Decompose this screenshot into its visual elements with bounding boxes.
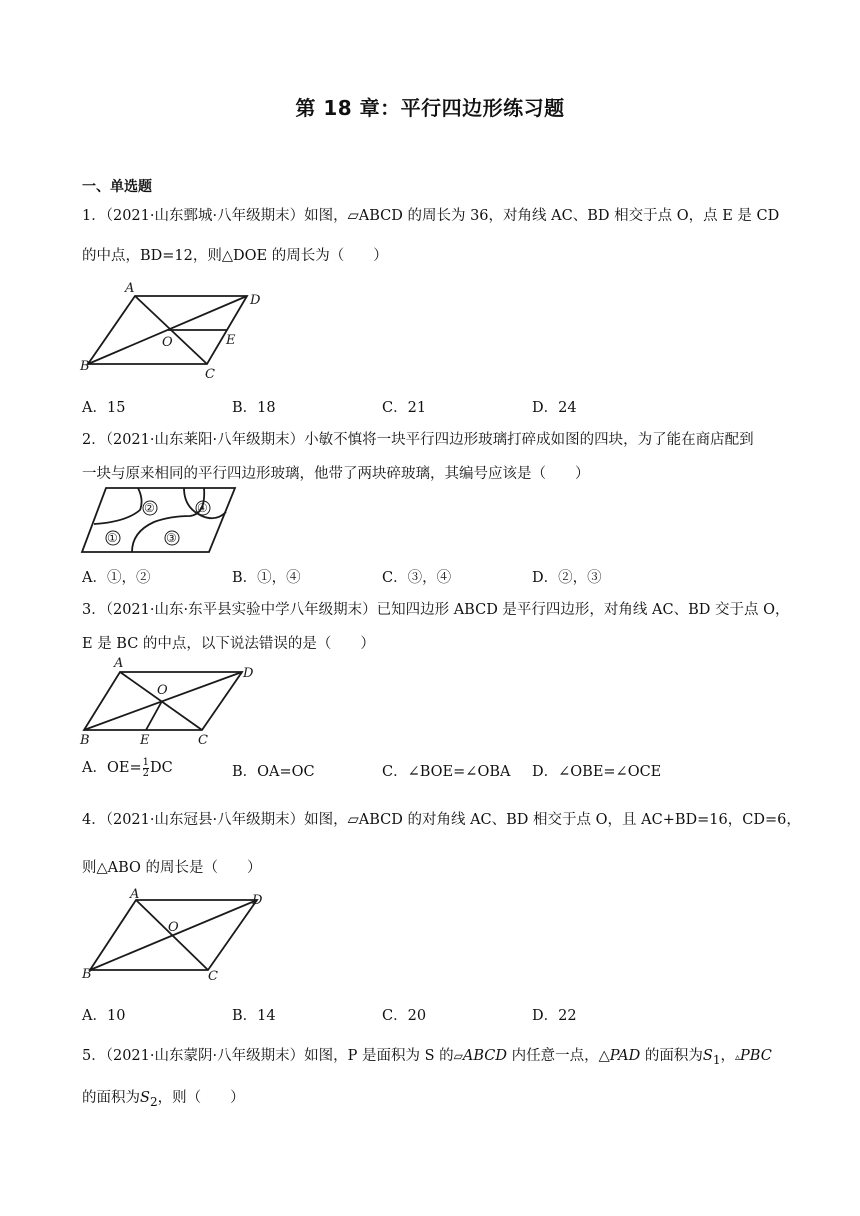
question-1-text-line2: 的中点，BD=12，则△DOE 的周长为（ ） <box>82 248 388 264</box>
option-a[interactable]: A．①，② <box>82 570 151 586</box>
question-2-figure <box>80 486 240 556</box>
question-1-options <box>82 396 782 416</box>
option-b[interactable]: B．14 <box>232 1008 276 1024</box>
question-5-text-line1: 5．（2021·山东蒙阴·八年级期末）如图，P 是面积为 S 的▱ABCD 内任意一点，△PAD 的面积为$S_1$，▵PBC <box>82 1048 772 1067</box>
fraction-one-half: $\frac{1}{2}$ <box>142 756 149 779</box>
option-b[interactable]: B．①，④ <box>232 570 301 586</box>
label-o: O <box>162 335 173 350</box>
label-e: E <box>140 733 150 748</box>
option-d[interactable]: D．∠OBE=∠OCE <box>532 764 662 780</box>
question-1-text-line1: 1．（2021·山东鄄城·八年级期末）如图，▱ABCD 的周长为 36，对角线 AC、BD 相交于点 O，点 E 是 CD <box>82 208 780 224</box>
question-5-text-line2: 的面积为$S_2$，则（ ） <box>82 1090 245 1109</box>
parallelogram-symbol: ▱ <box>453 1049 463 1063</box>
option-c[interactable]: C．21 <box>382 400 427 416</box>
label-d: D <box>243 666 254 681</box>
option-d[interactable]: D．22 <box>532 1008 577 1024</box>
question-1-figure <box>80 280 270 380</box>
segment-oe <box>146 701 162 730</box>
question-4-text-line1: 4．（2021·山东冠县·八年级期末）如图，▱ABCD 的对角线 AC、BD 相交于点 O，且 AC+BD=16，CD=6， <box>82 812 801 828</box>
label-a: A <box>130 887 140 902</box>
option-d[interactable]: D．24 <box>532 400 577 416</box>
label-a: A <box>125 281 135 296</box>
diagonal-bd <box>84 672 242 730</box>
label-d: D <box>250 293 261 308</box>
question-4-text-line2: 则△ABO 的周长是（ ） <box>82 860 262 876</box>
label-c: C <box>208 969 218 984</box>
piece-2-label: ② <box>144 501 155 515</box>
option-a[interactable]: A．15 <box>82 400 126 416</box>
section-heading: 一、单选题 <box>82 179 152 195</box>
question-3-options <box>82 756 782 780</box>
label-o: O <box>168 920 179 935</box>
label-c: C <box>205 367 215 382</box>
question-2-text-line2: 一块与原来相同的平行四边形玻璃，他带了两块碎玻璃，其编号应该是（ ） <box>82 466 590 482</box>
option-b[interactable]: B．OA=OC <box>232 764 315 780</box>
label-b: B <box>82 967 92 982</box>
question-2-text-line1: 2．（2021·山东莱阳·八年级期末）小敏不慎将一块平行四边形玻璃打碎成如图的四块，为了能在商店配到 <box>82 432 754 448</box>
label-d: D <box>252 893 263 908</box>
label-c: C <box>198 733 208 748</box>
label-b: B <box>80 733 90 748</box>
page-title: 第 18 章：平行四边形练习题 <box>295 96 565 120</box>
label-e: E <box>226 333 236 348</box>
option-d[interactable]: D．②，③ <box>532 570 602 586</box>
option-a[interactable]: A．10 <box>82 1008 126 1024</box>
question-4-options <box>82 1004 782 1024</box>
question-3-text-line2: E 是 BC 的中点，以下说法错误的是（ ） <box>82 636 375 652</box>
option-c[interactable]: C．③，④ <box>382 570 452 586</box>
label-b: B <box>80 359 90 374</box>
question-4-figure <box>80 888 270 988</box>
question-3-figure <box>80 656 260 746</box>
label-o: O <box>157 683 168 698</box>
piece-1-label: ① <box>107 531 118 545</box>
piece-3-label: ③ <box>166 531 177 545</box>
triangle-symbol: ▵ <box>735 1052 741 1063</box>
option-c[interactable]: C．20 <box>382 1008 427 1024</box>
option-a[interactable]: A．OE= $\frac{1}{2}$ DC <box>82 756 173 779</box>
option-c[interactable]: C．∠BOE=∠OBA <box>382 764 511 780</box>
crack-1 <box>94 488 142 524</box>
label-a: A <box>114 656 124 671</box>
piece-4-label: ④ <box>197 501 208 515</box>
question-3-text-line1: 3．（2021·山东·东平县实验中学八年级期末）已知四边形 ABCD 是平行四边形，对角线 AC、BD 交于点 O， <box>82 602 790 618</box>
option-b[interactable]: B．18 <box>232 400 276 416</box>
question-2-options <box>82 566 782 586</box>
